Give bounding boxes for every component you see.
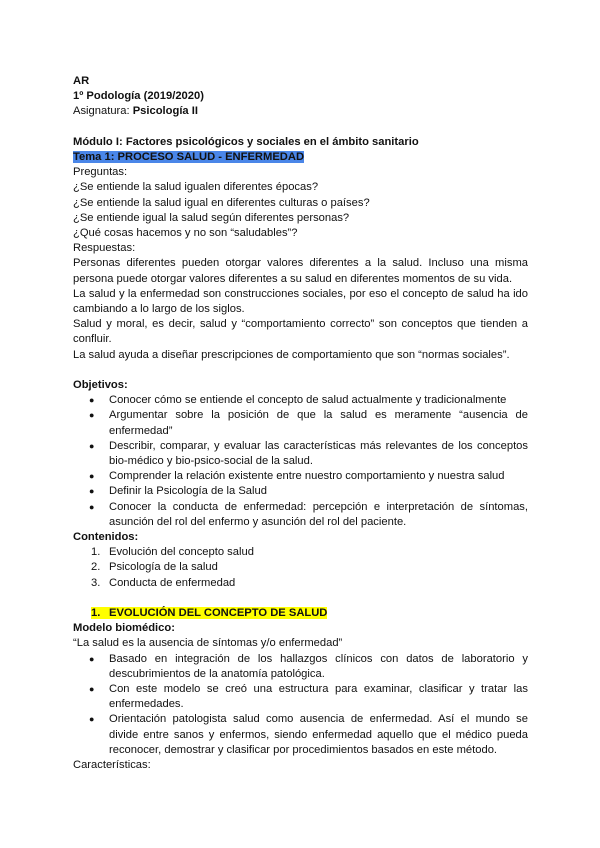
objetivo-item: ● Argumentar sobre la posición de que la salud es meramente “ausencia de enfermedad” (73, 408, 528, 438)
biomedico-item: ● Orientación patologista salud como ausencia de enfermedad. Así el mundo se divide entre sanos y enfermos, siendo enfermedad aquello que el médico pueda reconocer, demostrar y clasificar por procedimientos basados en este método. (73, 712, 528, 758)
pregunta-item: ¿Se entiende igual la salud según diferentes personas? (73, 211, 350, 224)
contenido-item: 1. Evolución del concepto salud (91, 546, 254, 559)
pregunta-item: ¿Se entiende la salud igualen diferentes épocas? (73, 181, 319, 194)
respuestas-label: Respuestas: (73, 242, 136, 255)
respuesta-paragraph: Salud y moral, es decir, salud y “comportamiento correcto” son conceptos que tienden a confluir. (73, 318, 528, 346)
objetivos-label: Objetivos: (73, 379, 128, 392)
tema-heading (73, 150, 528, 165)
definition-quote: “La salud es la ausencia de síntomas y/o enfermedad” (73, 637, 343, 650)
subject-label: Asignatura: (73, 105, 130, 118)
respuesta-paragraph: La salud ayuda a diseñar prescripciones de comportamiento que son “normas sociales”. (73, 348, 510, 361)
objetivo-item: ● Describir, comparar, y evaluar las características más relevantes de los conceptos bio-médico y bio-psico-social de la salud. (73, 439, 528, 469)
module-title: Módulo I: Factores psicológicos y sociales en el ámbito sanitario (73, 135, 419, 148)
section-heading: 1. EVOLUCIÓN DEL CONCEPTO DE SALUD (91, 607, 328, 620)
modelo-biomedico-label: Modelo biomédico: (73, 622, 175, 635)
objetivo-item: ● Conocer cómo se entiende el concepto de salud actualmente y tradicionalmente (73, 393, 528, 408)
respuesta-paragraph: Personas diferentes pueden otorgar valores diferentes a la salud. Incluso una misma persona puede otorgar valores diferentes a su salud en diferentes momentos de su vida. (73, 257, 528, 285)
contenido-item: 2. Psicología de la salud (91, 561, 218, 574)
contenidos-label: Contenidos: (73, 531, 139, 544)
course-line: 1º Podología (2019/2020) (73, 90, 204, 103)
preguntas-label: Preguntas: (73, 166, 128, 179)
author-initials: AR (73, 75, 90, 87)
contenidos-list (73, 545, 528, 591)
biomedico-item: ● Con este modelo se creó una estructura para examinar, clasificar y tratar las enfermedades. (73, 682, 528, 712)
pregunta-item: ¿Se entiende la salud igual en diferentes culturas o países? (73, 196, 370, 209)
respuesta-paragraph: La salud y la enfermedad son construcciones sociales, por eso el concepto de salud ha ido cambiando a lo largo de los siglos. (73, 287, 528, 316)
objetivos-list (73, 393, 528, 530)
objetivo-item: ● Comprender la relación existente entre nuestro comportamiento y nuestra salud (73, 469, 528, 484)
objetivo-item: ● Definir la Psicología de la Salud (73, 484, 528, 499)
pregunta-item: ¿Qué cosas hacemos y no son “saludables”? (73, 227, 298, 240)
biomedico-list (73, 652, 528, 758)
document-page (73, 74, 528, 773)
caracteristicas-label: Características: (73, 759, 151, 772)
objetivo-item: ● Conocer la conducta de enfermedad: percepción e interpretación de síntomas, asunción del rol del enfermo y asunción del rol del paciente. (73, 500, 528, 530)
biomedico-item: ● Basado en integración de los hallazgos clínicos con datos de laboratorio y descubrimientos de la anatomía patológica. (73, 652, 528, 682)
subject-line (73, 104, 528, 119)
contenido-item: 3. Conducta de enfermedad (91, 576, 236, 589)
subject-name: Psicología II (132, 105, 198, 118)
tema-highlight: Tema 1: PROCESO SALUD - ENFERMEDAD (73, 151, 305, 163)
